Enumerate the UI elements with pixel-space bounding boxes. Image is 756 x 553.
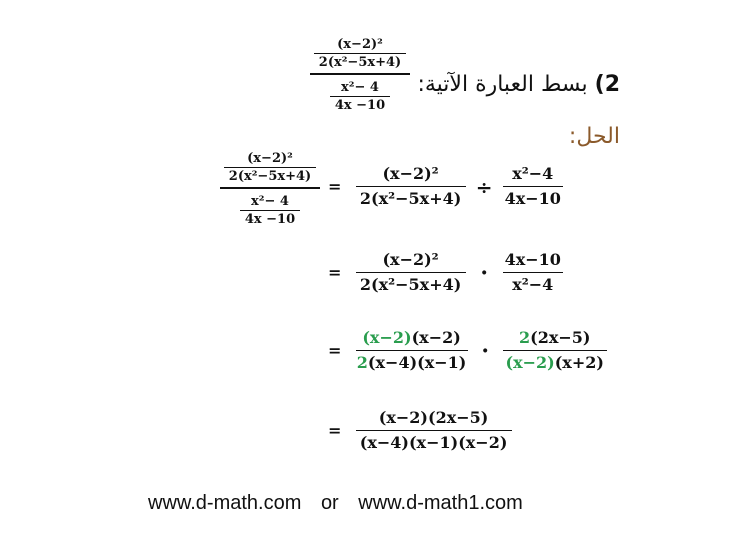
- lhs-top-denominator: 2(x²−5x+4): [228, 169, 312, 184]
- expr-bottom-denominator: 4x −10: [334, 98, 386, 113]
- multiply-operator: ·: [481, 337, 489, 364]
- step2-fraction-2: [503, 252, 563, 293]
- expr-top-denominator: 2(x²−5x+4): [318, 55, 402, 70]
- problem-expression: [310, 38, 410, 112]
- problem-text: بسط العبارة الآتية:: [417, 72, 588, 97]
- step1-fraction-1: [356, 166, 466, 207]
- step1-fraction-2: [503, 166, 563, 207]
- step1-f2-numerator: x²−4: [512, 164, 554, 183]
- site-link-2[interactable]: www.d-math1.com: [358, 492, 523, 514]
- step-3: [328, 330, 607, 371]
- step3-fraction-1: [356, 330, 468, 371]
- expr-bottom-numerator: x²− 4: [341, 80, 379, 95]
- step3-f1-numerator: (x−2)(x−2): [362, 328, 461, 347]
- step4-fraction: [356, 410, 512, 451]
- step2-f2-numerator: 4x−10: [504, 250, 561, 269]
- lhs-expression: [220, 152, 320, 226]
- equals-sign: =: [328, 340, 342, 360]
- equals-sign: =: [328, 262, 342, 282]
- footer-or: or: [320, 492, 339, 514]
- step3-f1-denominator: 2(x−4)(x−1): [356, 353, 467, 372]
- step1-f1-numerator: (x−2)²: [382, 164, 439, 183]
- problem-number: 2): [594, 72, 620, 97]
- step3-f2-numerator: 2(2x−5): [518, 328, 591, 347]
- equals-sign: =: [328, 176, 342, 196]
- expr-top-numerator: (x−2)²: [337, 37, 383, 52]
- multiply-operator: ·: [480, 259, 488, 286]
- step3-fraction-2: [503, 330, 607, 371]
- step2-fraction-1: [356, 252, 466, 293]
- lhs-top-numerator: (x−2)²: [247, 151, 293, 166]
- step4-denominator: (x−4)(x−1)(x−2): [359, 433, 508, 452]
- footer: [148, 492, 523, 515]
- step2-f1-denominator: 2(x²−5x+4): [359, 275, 462, 294]
- equals-sign: =: [328, 420, 342, 440]
- solution-label: الحل:: [568, 124, 620, 149]
- step3-f2-denominator: (x−2)(x+2): [505, 353, 604, 372]
- step4-numerator: (x−2)(2x−5): [378, 408, 489, 427]
- lhs-bottom-numerator: x²− 4: [251, 194, 289, 209]
- step-2: [328, 252, 563, 293]
- site-link-1[interactable]: www.d-math.com: [148, 492, 302, 514]
- step2-f1-numerator: (x−2)²: [382, 250, 439, 269]
- lhs-bottom-denominator: 4x −10: [244, 212, 296, 227]
- problem-statement: [417, 72, 620, 97]
- step-4: [328, 410, 512, 451]
- step1-f1-denominator: 2(x²−5x+4): [359, 189, 462, 208]
- step1-f2-denominator: 4x−10: [504, 189, 561, 208]
- step-1: [328, 166, 563, 207]
- step2-f2-denominator: x²−4: [512, 275, 554, 294]
- divide-operator: ÷: [475, 174, 493, 199]
